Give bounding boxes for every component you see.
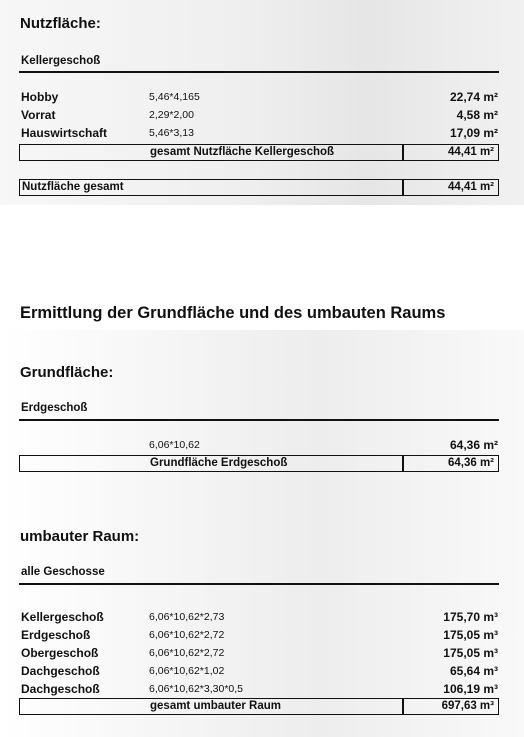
room-area: 17,09 m² <box>449 126 498 140</box>
floor-label: Dachgeschoß <box>21 682 100 696</box>
floor-label: Kellergeschoß <box>21 610 104 624</box>
volume-calc: 6,06*10,62*2,73 <box>149 611 225 623</box>
volume-value: 175,05 m³ <box>443 628 498 642</box>
floor-label: Dachgeschoß <box>21 664 100 678</box>
table-row <box>21 610 501 627</box>
room-calc: 5,46*4,165 <box>149 91 200 103</box>
nutzflaeche-heading: Nutzfläche: <box>20 15 101 32</box>
subtotal-label: gesamt Nutzfläche Kellergeschoß <box>150 146 335 158</box>
subtotal-value: 44,41 m² <box>447 146 494 158</box>
grundflaeche-total-value: 64,36 m² <box>447 457 494 469</box>
total-value: 44,41 m² <box>447 181 494 193</box>
volume-calc: 6,06*10,62*2,72 <box>149 647 225 659</box>
table-row <box>21 682 501 699</box>
floor-label: Obergeschoß <box>21 646 99 660</box>
box-divider <box>402 699 404 714</box>
box-divider <box>402 180 404 195</box>
floor-label: Erdgeschoß <box>21 628 91 642</box>
area-value: 64,36 m² <box>449 438 498 452</box>
total-label: Nutzfläche gesamt <box>22 181 124 193</box>
room-label: Hobby <box>21 90 59 104</box>
total-box <box>19 179 499 196</box>
umbauter-raum-heading: umbauter Raum: <box>20 528 140 545</box>
volume-value: 175,05 m³ <box>443 646 498 660</box>
erdgeschoss-section-title: Erdgeschoß <box>21 402 88 414</box>
section-rule <box>19 419 499 421</box>
page-title: Ermittlung der Grundfläche und des umbauten Raums <box>20 304 446 322</box>
volume-calc: 6,06*10,62*3,30*0,5 <box>149 683 244 695</box>
box-divider <box>402 456 404 471</box>
room-label: Vorrat <box>21 108 56 122</box>
grundflaeche-total-label: Grundfläche Erdgeschoß <box>150 457 288 469</box>
raum-total-value: 697,63 m³ <box>441 700 494 712</box>
volume-value: 106,19 m³ <box>443 682 498 696</box>
table-row <box>21 438 501 455</box>
volume-value: 175,70 m³ <box>443 610 498 624</box>
table-row <box>21 664 501 681</box>
volume-calc: 6,06*10,62*1,02 <box>149 665 225 677</box>
room-calc: 5,46*3,13 <box>149 127 194 139</box>
raum-total-label: gesamt umbauter Raum <box>150 700 282 712</box>
subtotal-box <box>19 144 499 161</box>
section-rule <box>19 583 499 585</box>
room-area: 4,58 m² <box>456 108 498 122</box>
volume-calc: 6,06*10,62*2,72 <box>149 629 225 641</box>
section-rule <box>19 71 499 73</box>
grundflaeche-heading: Grundfläche: <box>20 364 114 381</box>
table-row <box>21 108 501 125</box>
table-row <box>21 628 501 645</box>
room-label: Hauswirtschaft <box>21 126 108 140</box>
grundflaeche-total-box <box>19 455 499 472</box>
box-divider <box>402 145 404 160</box>
table-row <box>21 646 501 663</box>
alle-geschosse-section-title: alle Geschosse <box>21 566 105 578</box>
area-calc: 6,06*10,62 <box>149 439 200 451</box>
volume-value: 65,64 m³ <box>449 664 498 678</box>
kellergeschoss-section-title: Kellergeschoß <box>21 55 101 67</box>
raum-total-box <box>19 698 499 715</box>
room-calc: 2,29*2,00 <box>149 109 194 121</box>
room-area: 22,74 m² <box>449 90 498 104</box>
table-row <box>21 126 501 143</box>
table-row <box>21 90 501 107</box>
